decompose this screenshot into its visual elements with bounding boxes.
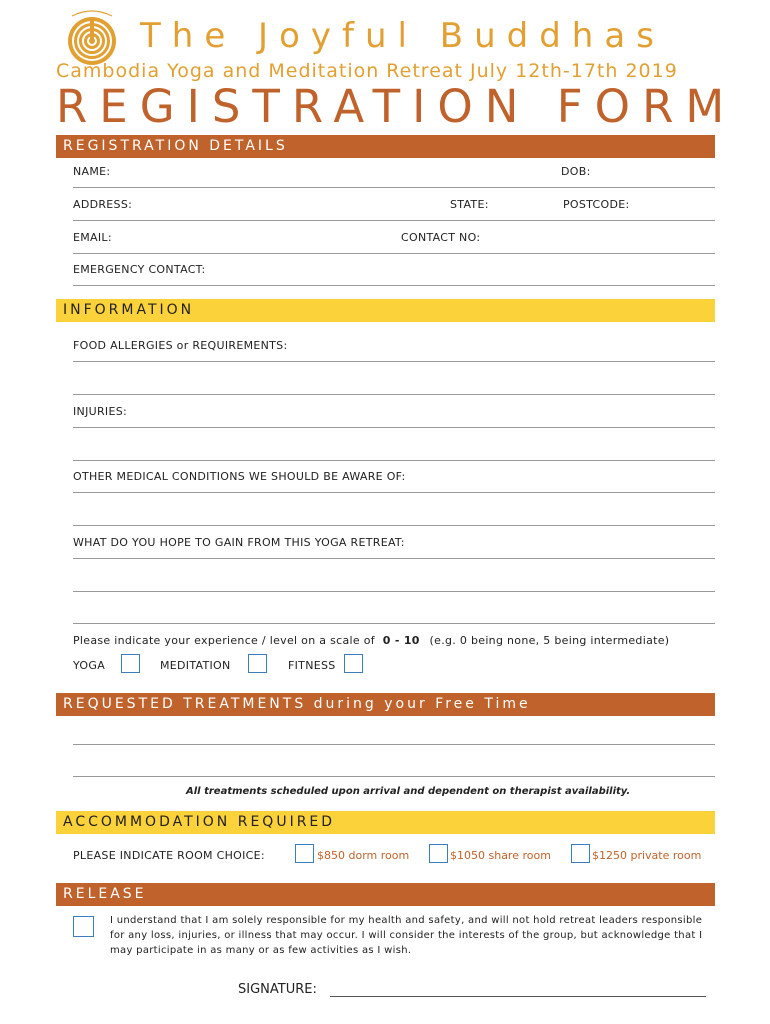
release-agreement-checkbox[interactable] — [73, 916, 94, 937]
brand-name: The Joyful Buddhas — [140, 16, 665, 56]
release-statement: I understand that I am solely responsible for my health and safety, and will not hold retreat leaders responsible for any loss, injuries, or illness that may occur. I will consider the interests of the group, but acknowledge that I may participate in as many or as few activities as I wish. — [110, 915, 703, 956]
emergency-contact-field[interactable] — [73, 285, 715, 286]
private-room-checkbox[interactable] — [571, 844, 590, 863]
food-allergies-line-2[interactable] — [73, 394, 715, 395]
yoga-level-box[interactable] — [121, 654, 140, 673]
section-requested-treatments: REQUESTED TREATMENTS during your Free Time — [56, 693, 715, 716]
experience-suffix: (e.g. 0 being none, 5 being intermediate) — [429, 634, 670, 647]
retreat-goals-label: WHAT DO YOU HOPE TO GAIN FROM THIS YOGA RETREAT: — [73, 536, 405, 549]
state-label: STATE: — [450, 198, 489, 211]
section-release: RELEASE — [56, 883, 715, 906]
experience-scale: 0 - 10 — [382, 634, 420, 647]
dorm-room-checkbox[interactable] — [295, 844, 314, 863]
retreat-goals-line-3[interactable] — [73, 623, 715, 624]
address-label: ADDRESS: — [73, 198, 133, 211]
email-field[interactable] — [73, 253, 715, 254]
retreat-goals-line-2[interactable] — [73, 591, 715, 592]
signature-field[interactable] — [330, 996, 706, 997]
name-field[interactable] — [73, 187, 715, 188]
treatments-line-1[interactable] — [73, 744, 715, 745]
section-accommodation: ACCOMMODATION REQUIRED — [56, 811, 715, 834]
meditation-level-box[interactable] — [248, 654, 267, 673]
dob-label: DOB: — [561, 165, 591, 178]
treatments-line-2[interactable] — [73, 776, 715, 777]
address-field[interactable] — [73, 220, 715, 221]
dorm-room-option: $850 dorm room — [317, 849, 410, 862]
retreat-subtitle: Cambodia Yoga and Meditation Retreat July 12th-17th 2019 — [56, 60, 678, 82]
injuries-line-1[interactable] — [73, 427, 715, 428]
contact-no-label: CONTACT NO: — [401, 231, 481, 244]
section-registration-details: REGISTRATION DETAILS — [56, 135, 715, 158]
meditation-label: MEDITATION — [160, 659, 231, 672]
injuries-line-2[interactable] — [73, 460, 715, 461]
medical-conditions-line-1[interactable] — [73, 492, 715, 493]
yoga-label: YOGA — [73, 659, 106, 672]
fitness-level-box[interactable] — [344, 654, 363, 673]
retreat-goals-line-1[interactable] — [73, 558, 715, 559]
spiral-mandala-logo — [62, 8, 122, 68]
medical-conditions-label: OTHER MEDICAL CONDITIONS WE SHOULD BE AWARE OF: — [73, 470, 406, 483]
email-label: EMAIL: — [73, 231, 112, 244]
injuries-label: INJURIES: — [73, 405, 127, 418]
share-room-checkbox[interactable] — [429, 844, 448, 863]
private-room-option: $1250 private room — [592, 849, 702, 862]
postcode-label: POSTCODE: — [563, 198, 630, 211]
fitness-label: FITNESS — [288, 659, 336, 672]
section-information: INFORMATION — [56, 299, 715, 322]
medical-conditions-line-2[interactable] — [73, 525, 715, 526]
experience-prefix: Please indicate your experience / level on a scale of — [73, 634, 375, 647]
room-choice-label: PLEASE INDICATE ROOM CHOICE: — [73, 849, 265, 862]
treatments-note: All treatments scheduled upon arrival and dependent on therapist availability. — [186, 786, 631, 797]
emergency-contact-label: EMERGENCY CONTACT: — [73, 263, 206, 276]
signature-label: SIGNATURE: — [238, 982, 317, 997]
food-allergies-line-1[interactable] — [73, 361, 715, 362]
experience-instruction — [73, 634, 669, 647]
share-room-option: $1050 share room — [450, 849, 551, 862]
form-title: REGISTRATION FORM — [56, 80, 737, 133]
food-allergies-label: FOOD ALLERGIES or REQUIREMENTS: — [73, 339, 288, 352]
name-label: NAME: — [73, 165, 111, 178]
